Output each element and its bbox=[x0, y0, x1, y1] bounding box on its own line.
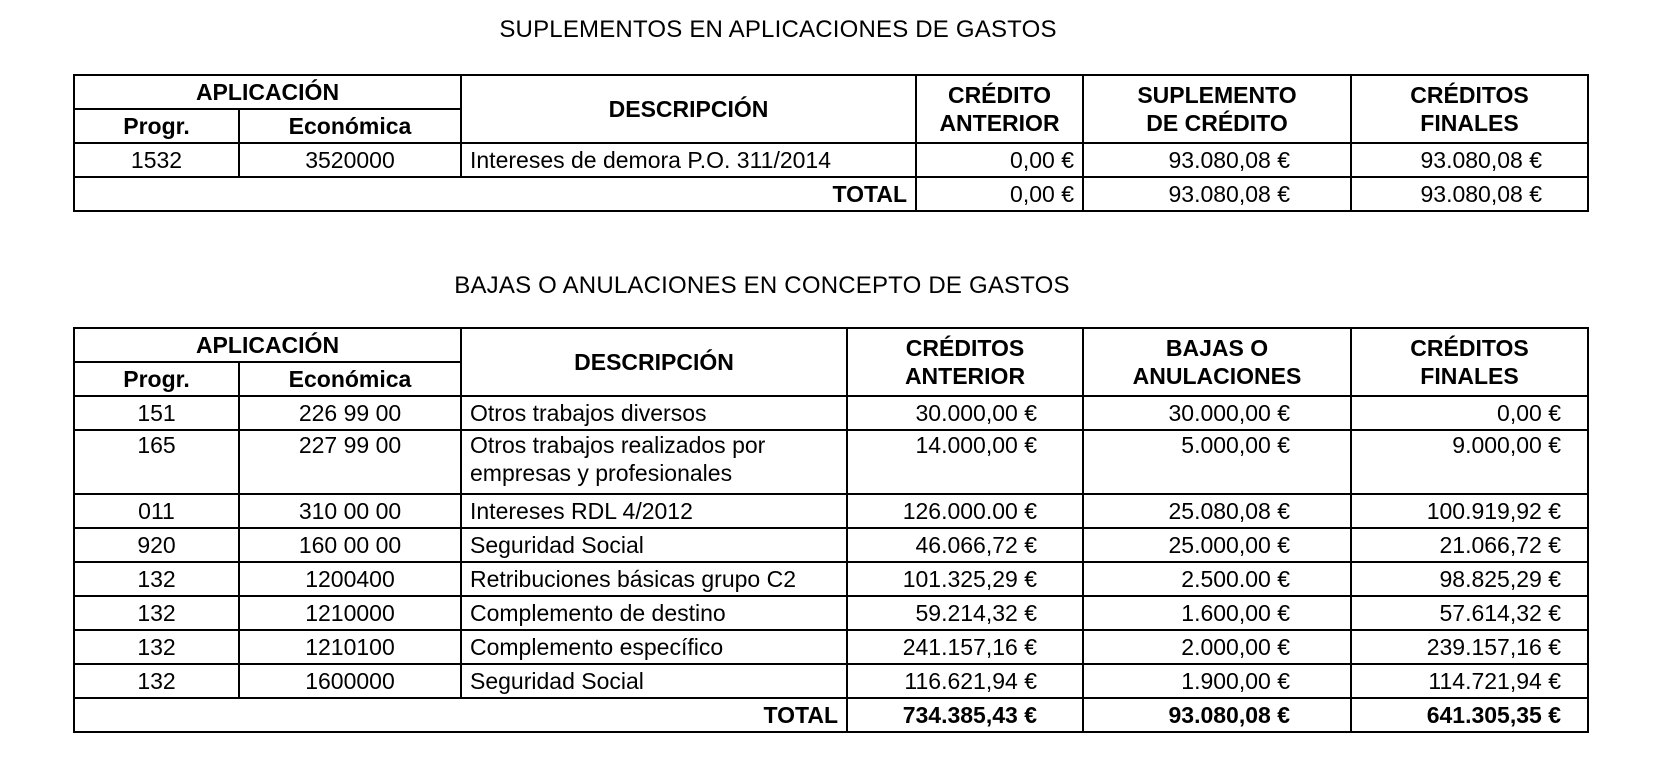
total-creditos-anterior: 734.385,43 € bbox=[847, 698, 1083, 732]
cell-progr: 151 bbox=[74, 396, 239, 430]
header-creditos-finales-line1: CRÉDITOS bbox=[1410, 335, 1529, 361]
cell-creditos-finales: 93.080,08 € bbox=[1351, 143, 1588, 177]
cell-creditos-finales: 21.066,72 € bbox=[1351, 528, 1588, 562]
cell-economica: 160 00 00 bbox=[239, 528, 461, 562]
cell-bajas: 25.080,08 € bbox=[1083, 494, 1351, 528]
header-row bbox=[74, 328, 1588, 362]
header-suplemento bbox=[1083, 75, 1351, 143]
header-progr: Progr. bbox=[74, 362, 239, 396]
table-row bbox=[74, 494, 1588, 528]
cell-bajas: 30.000,00 € bbox=[1083, 396, 1351, 430]
cell-economica: 1200400 bbox=[239, 562, 461, 596]
cell-creditos-anterior: 30.000,00 € bbox=[847, 396, 1083, 430]
cell-economica: 226 99 00 bbox=[239, 396, 461, 430]
total-bajas: 93.080,08 € bbox=[1083, 698, 1351, 732]
header-economica: Económica bbox=[239, 362, 461, 396]
total-label: TOTAL bbox=[74, 177, 916, 211]
cell-creditos-anterior: 46.066,72 € bbox=[847, 528, 1083, 562]
cell-bajas: 2.500.00 € bbox=[1083, 562, 1351, 596]
cell-creditos-finales: 0,00 € bbox=[1351, 396, 1588, 430]
cell-economica: 3520000 bbox=[239, 143, 461, 177]
total-row bbox=[74, 177, 1588, 211]
header-progr: Progr. bbox=[74, 109, 239, 143]
table-row bbox=[74, 396, 1588, 430]
table-row bbox=[74, 596, 1588, 630]
total-label: TOTAL bbox=[74, 698, 847, 732]
cell-creditos-finales: 114.721,94 € bbox=[1351, 664, 1588, 698]
bajas-table bbox=[73, 327, 1589, 733]
cell-progr: 1532 bbox=[74, 143, 239, 177]
cell-progr: 132 bbox=[74, 562, 239, 596]
cell-descripcion: Complemento de destino bbox=[461, 596, 847, 630]
cell-bajas: 5.000,00 € bbox=[1083, 430, 1351, 494]
header-credito-anterior-line2: ANTERIOR bbox=[939, 110, 1060, 136]
cell-descripcion: Seguridad Social bbox=[461, 664, 847, 698]
cell-descripcion: Seguridad Social bbox=[461, 528, 847, 562]
header-creditos-anterior-line1: CRÉDITOS bbox=[905, 335, 1025, 361]
header-creditos-finales-line1: CRÉDITOS bbox=[1410, 82, 1529, 108]
cell-creditos-finales: 239.157,16 € bbox=[1351, 630, 1588, 664]
section2-title: BAJAS O ANULACIONES EN CONCEPTO DE GASTOS bbox=[454, 272, 1070, 299]
header-economica: Económica bbox=[239, 109, 461, 143]
cell-descripcion: Intereses RDL 4/2012 bbox=[461, 494, 847, 528]
cell-creditos-anterior: 14.000,00 € bbox=[847, 430, 1083, 494]
header-bajas-line2: ANULACIONES bbox=[1132, 363, 1302, 389]
total-creditos-finales: 93.080,08 € bbox=[1351, 177, 1588, 211]
cell-creditos-finales: 98.825,29 € bbox=[1351, 562, 1588, 596]
suplementos-table bbox=[73, 74, 1589, 212]
table-row bbox=[74, 430, 1588, 494]
header-creditos-finales bbox=[1351, 328, 1588, 396]
cell-progr: 920 bbox=[74, 528, 239, 562]
header-suplemento-line2: DE CRÉDITO bbox=[1146, 110, 1288, 136]
header-creditos-finales-line2: FINALES bbox=[1420, 363, 1519, 389]
cell-credito-anterior: 0,00 € bbox=[916, 143, 1083, 177]
cell-economica: 310 00 00 bbox=[239, 494, 461, 528]
cell-creditos-finales: 9.000,00 € bbox=[1351, 430, 1588, 494]
cell-economica: 227 99 00 bbox=[239, 430, 461, 494]
header-creditos-anterior bbox=[847, 328, 1083, 396]
table-row bbox=[74, 562, 1588, 596]
table-row bbox=[74, 528, 1588, 562]
cell-bajas: 25.000,00 € bbox=[1083, 528, 1351, 562]
cell-bajas: 1.900,00 € bbox=[1083, 664, 1351, 698]
header-credito-anterior bbox=[916, 75, 1083, 143]
cell-progr: 132 bbox=[74, 596, 239, 630]
cell-bajas: 1.600,00 € bbox=[1083, 596, 1351, 630]
cell-progr: 165 bbox=[74, 430, 239, 494]
cell-creditos-finales: 57.614,32 € bbox=[1351, 596, 1588, 630]
header-creditos-finales bbox=[1351, 75, 1588, 143]
header-credito-anterior-line1: CRÉDITO bbox=[947, 82, 1052, 108]
cell-creditos-finales: 100.919,92 € bbox=[1351, 494, 1588, 528]
cell-descripcion: Complemento específico bbox=[461, 630, 847, 664]
cell-descripcion-line2: empresas y profesionales bbox=[470, 460, 733, 486]
cell-creditos-anterior: 116.621,94 € bbox=[847, 664, 1083, 698]
header-bajas-line1: BAJAS O bbox=[1165, 335, 1269, 361]
header-descripcion: DESCRIPCIÓN bbox=[461, 75, 916, 143]
header-creditos-anterior-line2: ANTERIOR bbox=[904, 363, 1026, 389]
total-creditos-finales: 641.305,35 € bbox=[1351, 698, 1588, 732]
header-creditos-finales-line2: FINALES bbox=[1420, 110, 1519, 136]
cell-descripcion bbox=[461, 430, 847, 494]
cell-creditos-anterior: 59.214,32 € bbox=[847, 596, 1083, 630]
cell-economica: 1210000 bbox=[239, 596, 461, 630]
header-bajas bbox=[1083, 328, 1351, 396]
table-row bbox=[74, 630, 1588, 664]
cell-suplemento: 93.080,08 € bbox=[1083, 143, 1351, 177]
header-descripcion: DESCRIPCIÓN bbox=[461, 328, 847, 396]
cell-descripcion: Intereses de demora P.O. 311/2014 bbox=[461, 143, 916, 177]
table-row bbox=[74, 664, 1588, 698]
cell-creditos-anterior: 126.000.00 € bbox=[847, 494, 1083, 528]
cell-descripcion: Retribuciones básicas grupo C2 bbox=[461, 562, 847, 596]
cell-economica: 1210100 bbox=[239, 630, 461, 664]
total-row bbox=[74, 698, 1588, 732]
cell-bajas: 2.000,00 € bbox=[1083, 630, 1351, 664]
cell-creditos-anterior: 241.157,16 € bbox=[847, 630, 1083, 664]
cell-progr: 132 bbox=[74, 630, 239, 664]
cell-descripcion: Otros trabajos diversos bbox=[461, 396, 847, 430]
header-aplicacion: APLICACIÓN bbox=[74, 75, 461, 109]
header-row bbox=[74, 75, 1588, 109]
cell-economica: 1600000 bbox=[239, 664, 461, 698]
header-aplicacion: APLICACIÓN bbox=[74, 328, 461, 362]
cell-descripcion-line1: Otros trabajos realizados por bbox=[470, 432, 766, 458]
cell-progr: 011 bbox=[74, 494, 239, 528]
total-suplemento: 93.080,08 € bbox=[1083, 177, 1351, 211]
total-credito-anterior: 0,00 € bbox=[916, 177, 1083, 211]
header-suplemento-line1: SUPLEMENTO bbox=[1137, 82, 1297, 108]
table-row bbox=[74, 143, 1588, 177]
cell-progr: 132 bbox=[74, 664, 239, 698]
cell-creditos-anterior: 101.325,29 € bbox=[847, 562, 1083, 596]
section1-title: SUPLEMENTOS EN APLICACIONES DE GASTOS bbox=[499, 16, 1057, 43]
